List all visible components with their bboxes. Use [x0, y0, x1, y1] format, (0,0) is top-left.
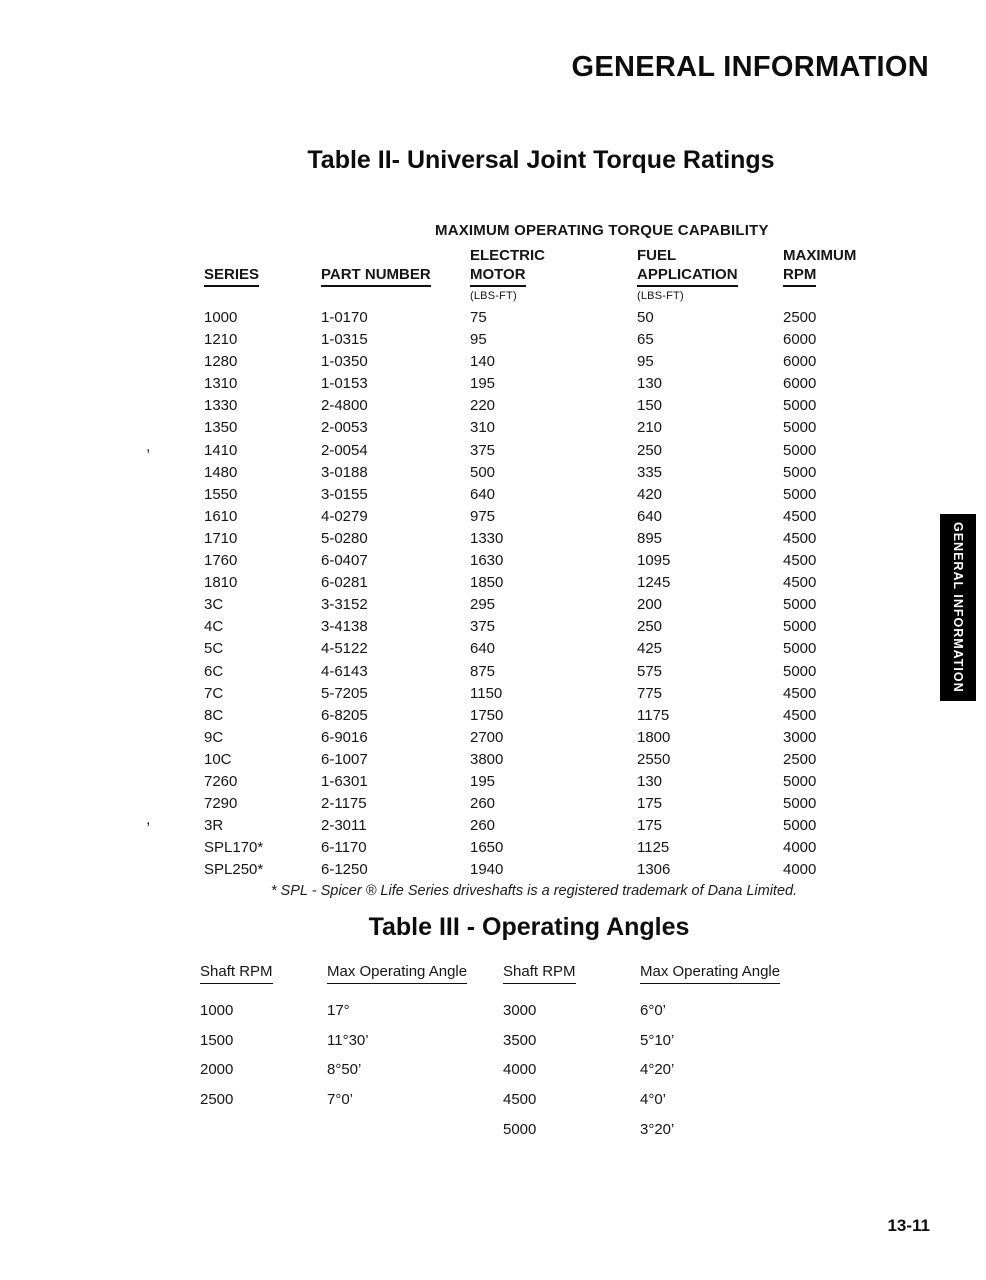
units-label-fuel: (LBS-FT)	[637, 290, 684, 302]
table-row	[200, 1115, 800, 1145]
table-cell: 2500	[783, 750, 817, 768]
table-cell: 1095	[637, 552, 671, 570]
table-cell: 7290	[204, 795, 238, 813]
table-cell: 175	[637, 817, 663, 835]
table-cell: 1750	[470, 706, 504, 724]
table2-span-header: MAXIMUM OPERATING TORQUE CAPABILITY	[435, 222, 769, 239]
table-cell: 1810	[204, 574, 238, 592]
table-cell: 2-3011	[321, 817, 367, 835]
col-header-label: SERIES	[204, 265, 259, 287]
table-cell: 4500	[783, 684, 817, 702]
table-row	[200, 996, 800, 1026]
table-row	[204, 683, 884, 705]
table-cell: SPL170*	[204, 839, 264, 857]
table-row	[204, 859, 884, 881]
table-row	[204, 616, 884, 638]
table-row	[204, 440, 884, 462]
col-header-label: Shaft RPM	[503, 963, 576, 984]
table-cell: 375	[470, 618, 496, 636]
table-cell: 640	[470, 640, 496, 658]
table-row	[204, 594, 884, 616]
table-cell: 7°0’	[327, 1091, 354, 1109]
table-row	[204, 771, 884, 793]
table-cell: 250	[637, 618, 663, 636]
table-cell: 4-6143	[321, 662, 368, 680]
table-cell: 1175	[637, 706, 670, 724]
table-cell: 6C	[204, 662, 224, 680]
table-cell: 4500	[783, 529, 817, 547]
table-cell: 1000	[200, 1002, 234, 1019]
table-cell: 5°10’	[640, 1031, 675, 1049]
table-cell: 6000	[783, 353, 817, 371]
table-cell: 7C	[204, 684, 224, 702]
col-header-series	[204, 265, 321, 287]
table-cell: 1550	[204, 485, 238, 503]
table-cell: 1280	[204, 353, 238, 371]
table-row	[204, 572, 884, 594]
col-header-max-angle-right	[640, 963, 800, 984]
stray-mark: ,	[146, 438, 151, 455]
col-header-label: Max Operating Angle	[327, 963, 467, 984]
table-cell: 5000	[783, 441, 817, 459]
table-cell: 1330	[204, 397, 238, 415]
table-cell: 17°	[327, 1002, 350, 1019]
table-cell: 6-9016	[321, 728, 368, 746]
table-row	[200, 1026, 800, 1056]
table-cell: 210	[637, 419, 663, 437]
table-cell: 4-5122	[321, 640, 368, 658]
table-row	[204, 417, 884, 439]
table-cell: 3000	[503, 1002, 537, 1019]
table-cell: 5-7205	[321, 684, 368, 702]
table-cell: 5000	[783, 817, 817, 835]
table-row	[204, 550, 884, 572]
table2-body	[204, 307, 884, 881]
table-cell: 4°20’	[640, 1061, 675, 1079]
table-cell: 95	[470, 331, 487, 349]
table-cell: 295	[470, 596, 496, 614]
table-row	[204, 638, 884, 660]
table-cell: 250	[637, 441, 663, 459]
table-cell: 1-0350	[321, 353, 368, 371]
table-cell: 6°0’	[640, 1002, 667, 1019]
table-cell: 5000	[783, 463, 817, 481]
table-cell: 95	[637, 353, 654, 371]
stray-mark: ,	[146, 811, 151, 828]
table-cell: 1850	[470, 574, 504, 592]
table-cell: 3-3152	[321, 596, 368, 614]
table-cell: 775	[637, 684, 663, 702]
table-cell: 1940	[470, 861, 504, 879]
table-row	[200, 1055, 800, 1085]
table-cell: 1630	[470, 552, 504, 570]
table-cell: 4000	[503, 1061, 537, 1079]
table-cell: 50	[637, 309, 654, 326]
table-cell: 1410	[204, 441, 238, 459]
table-cell: 6000	[783, 375, 817, 393]
table-row	[204, 484, 884, 506]
table-cell: 195	[470, 375, 496, 393]
table-cell: 4500	[503, 1091, 537, 1109]
table-cell: 5000	[503, 1120, 537, 1138]
table-cell: 4500	[783, 574, 817, 592]
table-cell: 195	[470, 772, 496, 790]
table-row	[204, 793, 884, 815]
table-cell: 140	[470, 353, 496, 371]
table-cell	[200, 1115, 327, 1145]
col-header-line: FUEL	[637, 247, 677, 264]
table-cell: 2000	[200, 1061, 234, 1079]
table-cell: 3800	[470, 750, 504, 768]
table-row	[204, 661, 884, 683]
table-cell: 5000	[783, 596, 817, 614]
table-cell: 3500	[503, 1031, 537, 1049]
table-cell: 895	[637, 529, 663, 547]
table-cell: 425	[637, 640, 663, 658]
table-row	[204, 749, 884, 771]
col-header-max-angle-left	[327, 963, 503, 984]
table-cell: 4000	[783, 839, 817, 857]
table-cell: 5000	[783, 795, 817, 813]
table-cell: 2-0054	[321, 441, 368, 459]
table-cell: 6-1007	[321, 750, 368, 768]
table3-header-row	[200, 963, 800, 984]
table-cell: 4500	[783, 706, 817, 724]
table-cell: 1-6301	[321, 772, 368, 790]
table-cell: 175	[637, 795, 663, 813]
table-row	[204, 351, 884, 373]
table-cell: 10C	[204, 750, 232, 768]
table-cell: 2550	[637, 750, 671, 768]
table-cell: 335	[637, 463, 663, 481]
table-cell: 75	[470, 309, 487, 326]
table-cell: 260	[470, 817, 496, 835]
table2-title: Table II- Universal Joint Torque Ratings	[307, 146, 775, 174]
table-cell: SPL250*	[204, 861, 264, 879]
table-row	[204, 307, 884, 329]
table-cell: 220	[470, 397, 496, 415]
table-cell: 260	[470, 795, 496, 813]
table-cell: 2500	[783, 309, 817, 326]
side-tab-label: GENERAL INFORMATION	[951, 522, 965, 693]
units-label-electric: (LBS-FT)	[470, 290, 517, 302]
table-row	[204, 705, 884, 727]
table-cell: 375	[470, 441, 496, 459]
table-cell: 310	[470, 419, 496, 437]
table-cell: 1500	[200, 1031, 234, 1049]
table-cell: 2500	[200, 1091, 234, 1109]
table-cell: 5000	[783, 772, 817, 790]
col-header-label: MOTOR	[470, 265, 526, 287]
col-header-line: MAXIMUM	[783, 247, 857, 264]
table-row	[204, 395, 884, 417]
table-cell: 5000	[783, 640, 817, 658]
table-cell: 7260	[204, 772, 238, 790]
table-row	[204, 506, 884, 528]
table-cell: 975	[470, 507, 496, 525]
table-cell: 4C	[204, 618, 224, 636]
table-cell: 1-0315	[321, 331, 368, 349]
table-cell: 9C	[204, 728, 224, 746]
table-cell: 150	[637, 397, 663, 415]
table2-footnote: * SPL - Spicer ® Life Series driveshafts is a registered trademark of Dana Limited.	[270, 883, 798, 900]
table-cell	[327, 1115, 503, 1145]
table-cell: 575	[637, 662, 663, 680]
table-cell: 4500	[783, 507, 817, 525]
table-cell: 1650	[470, 839, 504, 857]
table-row	[204, 815, 884, 837]
table-cell: 500	[470, 463, 496, 481]
table-cell: 6-1170	[321, 839, 367, 857]
table-cell: 1350	[204, 419, 238, 437]
table-cell: 4-0279	[321, 507, 368, 525]
table-row	[204, 462, 884, 484]
table-cell: 1480	[204, 463, 238, 481]
table-cell: 1125	[637, 839, 670, 857]
table3-body	[200, 996, 800, 1144]
table-row	[204, 373, 884, 395]
table-cell: 6-8205	[321, 706, 368, 724]
table3	[200, 963, 800, 1144]
col-header-electric-motor	[470, 246, 637, 287]
table-cell: 4°0’	[640, 1091, 667, 1109]
table-cell: 4500	[783, 552, 817, 570]
table-cell: 1310	[204, 375, 238, 393]
table2	[204, 222, 884, 899]
table-cell: 5000	[783, 419, 817, 437]
table-row	[204, 329, 884, 351]
table-cell: 1306	[637, 861, 671, 879]
table-cell: 6000	[783, 331, 817, 349]
table-cell: 200	[637, 596, 663, 614]
side-tab	[940, 514, 976, 701]
table-cell: 1330	[470, 529, 504, 547]
table-cell: 1-0153	[321, 375, 368, 393]
table2-units-row	[204, 289, 884, 303]
col-header-label: Shaft RPM	[200, 963, 273, 984]
table-cell: 3-0155	[321, 485, 368, 503]
table-cell: 640	[637, 507, 663, 525]
table-row	[204, 528, 884, 550]
table-cell: 2-1175	[321, 795, 367, 813]
table-cell: 11°30’	[327, 1031, 369, 1049]
col-header-label: RPM	[783, 265, 816, 287]
col-header-label: PART NUMBER	[321, 265, 431, 287]
table-cell: 3-0188	[321, 463, 368, 481]
table-cell: 2-0053	[321, 419, 368, 437]
table-cell: 65	[637, 331, 654, 349]
table3-title: Table III - Operating Angles	[368, 913, 690, 941]
col-header-label: APPLICATION	[637, 265, 738, 287]
table-cell: 640	[470, 485, 496, 503]
table-cell: 3C	[204, 596, 224, 614]
table-cell: 3R	[204, 817, 224, 835]
table-cell: 8C	[204, 706, 224, 724]
col-header-maximum-rpm	[783, 246, 863, 287]
table-cell: 1000	[204, 309, 238, 326]
table-cell: 1610	[204, 507, 238, 525]
table-cell: 1800	[637, 728, 671, 746]
table-row	[200, 1085, 800, 1115]
table-cell: 2-4800	[321, 397, 368, 415]
page-title: GENERAL INFORMATION	[571, 51, 929, 83]
col-header-shaft-rpm-left	[200, 963, 327, 984]
table-cell: 2700	[470, 728, 504, 746]
table-row	[204, 837, 884, 859]
table-cell: 5C	[204, 640, 224, 658]
table-cell: 1760	[204, 552, 238, 570]
table-cell: 6-0407	[321, 552, 368, 570]
units-spacer	[321, 289, 470, 303]
table-cell: 420	[637, 485, 663, 503]
table-cell: 1150	[470, 684, 503, 702]
table-cell: 5000	[783, 397, 817, 415]
col-header-shaft-rpm-right	[503, 963, 640, 984]
table-cell: 1710	[204, 529, 238, 547]
table-cell: 3°20’	[640, 1120, 675, 1138]
table-cell: 130	[637, 375, 663, 393]
units-spacer	[783, 289, 863, 303]
table-cell: 6-1250	[321, 861, 368, 879]
col-header-label: Max Operating Angle	[640, 963, 780, 984]
table-cell: 1245	[637, 574, 671, 592]
table2-header-row	[204, 246, 884, 287]
table-cell: 130	[637, 772, 663, 790]
table-cell: 8°50’	[327, 1061, 362, 1079]
col-header-fuel-application	[637, 246, 783, 287]
col-header-part-number	[321, 265, 470, 287]
page-number: 13-11	[887, 1216, 930, 1235]
units-spacer	[204, 289, 321, 303]
table-cell: 6-0281	[321, 574, 368, 592]
table-cell: 1-0170	[321, 309, 368, 326]
table-cell: 3-4138	[321, 618, 368, 636]
table-cell: 5000	[783, 485, 817, 503]
table-cell: 5-0280	[321, 529, 368, 547]
table-cell: 5000	[783, 662, 817, 680]
table-cell: 4000	[783, 861, 817, 879]
table-cell: 875	[470, 662, 496, 680]
table-cell: 5000	[783, 618, 817, 636]
col-header-line: ELECTRIC	[470, 247, 545, 264]
table-cell: 1210	[204, 331, 238, 349]
table-cell: 3000	[783, 728, 817, 746]
table-row	[204, 727, 884, 749]
